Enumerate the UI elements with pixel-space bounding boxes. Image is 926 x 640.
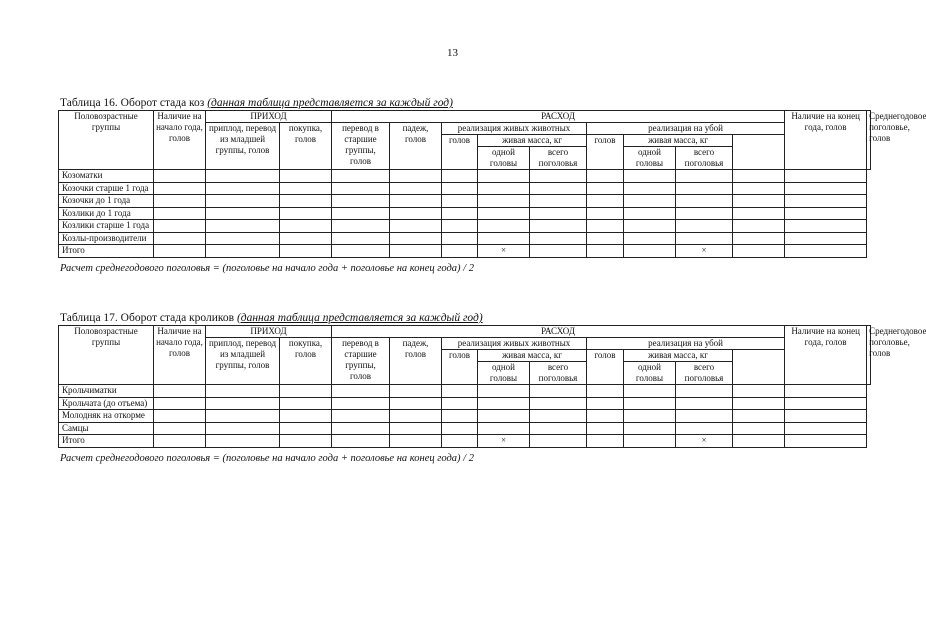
empty-cell[interactable] [280, 182, 332, 195]
empty-cell[interactable] [280, 410, 332, 423]
empty-cell[interactable] [332, 422, 390, 435]
empty-cell[interactable] [280, 397, 332, 410]
empty-cell[interactable] [624, 220, 676, 233]
empty-cell[interactable] [478, 182, 530, 195]
empty-cell[interactable] [154, 195, 206, 208]
empty-cell[interactable] [206, 170, 280, 183]
empty-cell[interactable] [530, 245, 587, 258]
empty-cell[interactable] [478, 220, 530, 233]
group-label: Крольчата (до отъема) [59, 397, 154, 410]
table-row [59, 422, 871, 435]
table-row [59, 220, 871, 233]
empty-cell[interactable] [587, 385, 624, 398]
header-sale-live: реализация живых животных [442, 123, 587, 135]
group-label: Молодняк на откорме [59, 410, 154, 423]
header-live-weight: живая масса, кг [478, 135, 587, 147]
empty-cell[interactable] [530, 220, 587, 233]
header-start: Наличие на начало года, голов [154, 111, 206, 170]
empty-cell[interactable] [676, 397, 733, 410]
empty-cell[interactable] [154, 220, 206, 233]
empty-cell[interactable] [280, 220, 332, 233]
empty-cell[interactable] [332, 195, 390, 208]
goat-herd-table [58, 110, 926, 258]
empty-cell[interactable] [478, 385, 530, 398]
empty-cell[interactable] [676, 195, 733, 208]
header-income-purchase: покупка, голов [280, 338, 332, 385]
empty-cell[interactable] [154, 170, 206, 183]
empty-cell[interactable] [390, 410, 442, 423]
header-live-weight: живая масса, кг [624, 135, 733, 147]
empty-cell[interactable] [785, 170, 867, 183]
empty-cell[interactable] [733, 435, 785, 448]
empty-cell[interactable] [785, 385, 867, 398]
empty-cell[interactable] [442, 182, 478, 195]
empty-cell[interactable] [154, 232, 206, 245]
table-row [59, 232, 871, 245]
total-row [59, 245, 871, 258]
empty-cell[interactable] [442, 410, 478, 423]
header-total-herd: всего поголовья [530, 147, 587, 170]
average-formula-note: Расчет среднегодового поголовья = (поголовье на начало года + поголовье на конец года) / 2 [60, 452, 474, 464]
header-live-weight: живая масса, кг [478, 350, 587, 362]
empty-cell[interactable] [530, 422, 587, 435]
empty-cell[interactable] [154, 182, 206, 195]
empty-cell[interactable] [530, 195, 587, 208]
header-average: Среднегодовое поголовье, голов [867, 326, 871, 385]
empty-cell[interactable] [390, 385, 442, 398]
empty-cell[interactable] [390, 170, 442, 183]
cross-mark: × [478, 435, 530, 448]
empty-cell[interactable] [785, 245, 867, 258]
empty-cell[interactable] [587, 182, 624, 195]
empty-cell[interactable] [733, 397, 785, 410]
empty-cell[interactable] [154, 410, 206, 423]
empty-cell[interactable] [530, 397, 587, 410]
header-start: Наличие на начало года, голов [154, 326, 206, 385]
empty-cell[interactable] [206, 435, 280, 448]
group-label: Козлики до 1 года [59, 207, 154, 220]
group-label: Крольчиматки [59, 385, 154, 398]
header-total-herd: всего поголовья [676, 147, 733, 170]
empty-cell[interactable] [624, 245, 676, 258]
group-label: Козлики старше 1 года [59, 220, 154, 233]
header-per-head: одной головы [624, 147, 676, 170]
empty-cell[interactable] [478, 195, 530, 208]
empty-cell[interactable] [280, 232, 332, 245]
empty-cell[interactable] [733, 232, 785, 245]
group-label: Козоматки [59, 170, 154, 183]
empty-cell[interactable] [733, 182, 785, 195]
empty-cell[interactable] [733, 422, 785, 435]
empty-cell[interactable] [154, 385, 206, 398]
cross-mark: × [478, 245, 530, 258]
empty-cell[interactable] [390, 435, 442, 448]
empty-cell[interactable] [587, 435, 624, 448]
rabbit-herd-table [58, 325, 926, 448]
header-per-head: одной головы [478, 147, 530, 170]
empty-cell[interactable] [478, 207, 530, 220]
empty-cell[interactable] [332, 232, 390, 245]
header-heads: голов [587, 350, 624, 385]
empty-cell[interactable] [530, 182, 587, 195]
empty-cell[interactable] [332, 207, 390, 220]
empty-cell[interactable] [624, 422, 676, 435]
header-row [59, 326, 871, 338]
empty-cell[interactable] [390, 207, 442, 220]
header-income: ПРИХОД [206, 111, 332, 123]
header-heads: голов [587, 135, 624, 170]
empty-cell[interactable] [280, 422, 332, 435]
empty-cell[interactable] [390, 195, 442, 208]
empty-cell[interactable] [733, 385, 785, 398]
empty-cell[interactable] [280, 385, 332, 398]
empty-cell[interactable] [785, 422, 867, 435]
empty-cell[interactable] [280, 195, 332, 208]
rabbit-herd-table-block [58, 312, 926, 464]
empty-cell[interactable] [280, 435, 332, 448]
empty-cell[interactable] [442, 232, 478, 245]
empty-cell[interactable] [206, 397, 280, 410]
empty-cell[interactable] [390, 182, 442, 195]
empty-cell[interactable] [206, 182, 280, 195]
empty-cell[interactable] [154, 435, 206, 448]
empty-cell[interactable] [332, 397, 390, 410]
empty-cell[interactable] [624, 195, 676, 208]
empty-cell[interactable] [154, 397, 206, 410]
empty-cell[interactable] [280, 245, 332, 258]
empty-cell[interactable] [332, 245, 390, 258]
header-death: падеж, голов [390, 338, 442, 385]
empty-cell[interactable] [587, 220, 624, 233]
empty-cell[interactable] [442, 207, 478, 220]
empty-cell[interactable] [624, 397, 676, 410]
empty-cell[interactable] [206, 220, 280, 233]
empty-cell[interactable] [332, 435, 390, 448]
empty-cell[interactable] [332, 410, 390, 423]
empty-cell[interactable] [332, 182, 390, 195]
empty-cell[interactable] [332, 170, 390, 183]
table-row [59, 207, 871, 220]
empty-cell[interactable] [332, 385, 390, 398]
empty-cell[interactable] [733, 170, 785, 183]
empty-cell[interactable] [478, 397, 530, 410]
empty-cell[interactable] [676, 182, 733, 195]
header-heads: голов [442, 135, 478, 170]
empty-cell[interactable] [785, 207, 867, 220]
header-total-herd: всего поголовья [530, 362, 587, 385]
table-row [59, 170, 871, 183]
empty-cell[interactable] [206, 385, 280, 398]
header-death: падеж, голов [390, 123, 442, 170]
empty-cell[interactable] [785, 410, 867, 423]
empty-cell[interactable] [587, 170, 624, 183]
empty-cell[interactable] [206, 232, 280, 245]
header-average: Среднегодовое поголовье, голов [867, 111, 871, 170]
table-caption [60, 312, 871, 324]
header-expense: РАСХОД [332, 111, 785, 123]
header-expense: РАСХОД [332, 326, 785, 338]
empty-cell[interactable] [442, 422, 478, 435]
empty-cell[interactable] [624, 435, 676, 448]
header-sale-slaughter: реализация на убой [587, 123, 785, 135]
empty-cell[interactable] [442, 195, 478, 208]
empty-cell[interactable] [206, 207, 280, 220]
empty-cell[interactable] [206, 245, 280, 258]
empty-cell[interactable] [442, 220, 478, 233]
header-groups: Половозрастные группы [59, 326, 154, 385]
empty-cell[interactable] [785, 435, 867, 448]
empty-cell[interactable] [785, 232, 867, 245]
cross-mark: × [676, 435, 733, 448]
empty-cell[interactable] [587, 422, 624, 435]
empty-cell[interactable] [332, 220, 390, 233]
empty-cell[interactable] [733, 410, 785, 423]
empty-cell[interactable] [733, 207, 785, 220]
empty-cell[interactable] [390, 245, 442, 258]
header-transfer: перевод в старшие группы, голов [332, 123, 390, 170]
empty-cell[interactable] [530, 385, 587, 398]
header-live-weight: живая масса, кг [624, 350, 733, 362]
empty-cell[interactable] [624, 207, 676, 220]
group-label: Козочки до 1 года [59, 195, 154, 208]
empty-cell[interactable] [442, 170, 478, 183]
empty-cell[interactable] [154, 207, 206, 220]
empty-cell[interactable] [676, 410, 733, 423]
empty-cell[interactable] [478, 410, 530, 423]
empty-cell[interactable] [530, 207, 587, 220]
table-title: Таблица 17. Оборот стада кроликов [60, 312, 235, 324]
empty-cell[interactable] [587, 195, 624, 208]
header-row [59, 111, 871, 123]
empty-cell[interactable] [154, 245, 206, 258]
empty-cell[interactable] [733, 220, 785, 233]
empty-cell[interactable] [280, 207, 332, 220]
group-label: Козлы-производители [59, 232, 154, 245]
cross-mark: × [676, 245, 733, 258]
empty-cell[interactable] [206, 195, 280, 208]
empty-cell[interactable] [676, 220, 733, 233]
table-subtitle: (данная таблица представляется за каждый год) [236, 312, 483, 324]
table-row [59, 410, 871, 423]
empty-cell[interactable] [676, 232, 733, 245]
empty-cell[interactable] [478, 232, 530, 245]
empty-cell[interactable] [154, 422, 206, 435]
empty-cell[interactable] [676, 422, 733, 435]
total-label: Итого [59, 435, 154, 448]
group-label: Козочки старше 1 года [59, 182, 154, 195]
empty-cell[interactable] [442, 435, 478, 448]
empty-cell[interactable] [280, 170, 332, 183]
empty-cell[interactable] [530, 232, 587, 245]
table-row [59, 385, 871, 398]
header-total-herd: всего поголовья [676, 362, 733, 385]
empty-cell[interactable] [624, 410, 676, 423]
empty-cell[interactable] [587, 207, 624, 220]
empty-cell[interactable] [785, 195, 867, 208]
group-label: Самцы [59, 422, 154, 435]
header-end: Наличие на конец года, голов [785, 326, 867, 385]
empty-cell[interactable] [785, 397, 867, 410]
empty-cell[interactable] [442, 385, 478, 398]
empty-cell[interactable] [478, 170, 530, 183]
empty-cell[interactable] [530, 170, 587, 183]
empty-cell[interactable] [478, 422, 530, 435]
header-transfer: перевод в старшие группы, голов [332, 338, 390, 385]
table-row [59, 182, 871, 195]
empty-cell[interactable] [442, 245, 478, 258]
empty-cell[interactable] [733, 245, 785, 258]
header-per-head: одной головы [624, 362, 676, 385]
empty-cell[interactable] [390, 232, 442, 245]
table-row [59, 195, 871, 208]
empty-cell[interactable] [587, 245, 624, 258]
empty-cell[interactable] [587, 232, 624, 245]
header-income: ПРИХОД [206, 326, 332, 338]
header-sale-slaughter: реализация на убой [587, 338, 785, 350]
header-income-birth: приплод, перевод из младшей группы, голов [206, 123, 280, 170]
empty-cell[interactable] [390, 422, 442, 435]
empty-cell[interactable] [442, 397, 478, 410]
page-number: 13 [447, 47, 458, 59]
empty-cell[interactable] [624, 182, 676, 195]
header-end: Наличие на конец года, голов [785, 111, 867, 170]
table-caption [60, 97, 871, 109]
header-per-head: одной головы [478, 362, 530, 385]
total-row [59, 435, 871, 448]
header-sale-live: реализация живых животных [442, 338, 587, 350]
empty-cell[interactable] [587, 397, 624, 410]
header-income-birth: приплод, перевод из младшей группы, голов [206, 338, 280, 385]
empty-cell[interactable] [206, 422, 280, 435]
table-subtitle: (данная таблица представляется за каждый год) [207, 97, 453, 109]
empty-cell[interactable] [206, 410, 280, 423]
header-heads: голов [442, 350, 478, 385]
empty-cell[interactable] [390, 220, 442, 233]
empty-cell[interactable] [676, 170, 733, 183]
empty-cell[interactable] [530, 410, 587, 423]
empty-cell[interactable] [785, 182, 867, 195]
empty-cell[interactable] [733, 195, 785, 208]
empty-cell[interactable] [624, 385, 676, 398]
goat-herd-table-block [58, 97, 926, 274]
total-label: Итого [59, 245, 154, 258]
empty-cell[interactable] [530, 435, 587, 448]
empty-cell[interactable] [390, 397, 442, 410]
table-row [59, 397, 871, 410]
header-groups: Половозрастные группы [59, 111, 154, 170]
empty-cell[interactable] [676, 385, 733, 398]
average-formula-note: Расчет среднегодового поголовья = (поголовье на начало года + поголовье на конец года) / 2 [60, 262, 474, 274]
empty-cell[interactable] [624, 170, 676, 183]
empty-cell[interactable] [587, 410, 624, 423]
empty-cell[interactable] [785, 220, 867, 233]
table-title: Таблица 16. Оборот стада коз [60, 97, 205, 109]
empty-cell[interactable] [676, 207, 733, 220]
empty-cell[interactable] [624, 232, 676, 245]
header-income-purchase: покупка, голов [280, 123, 332, 170]
